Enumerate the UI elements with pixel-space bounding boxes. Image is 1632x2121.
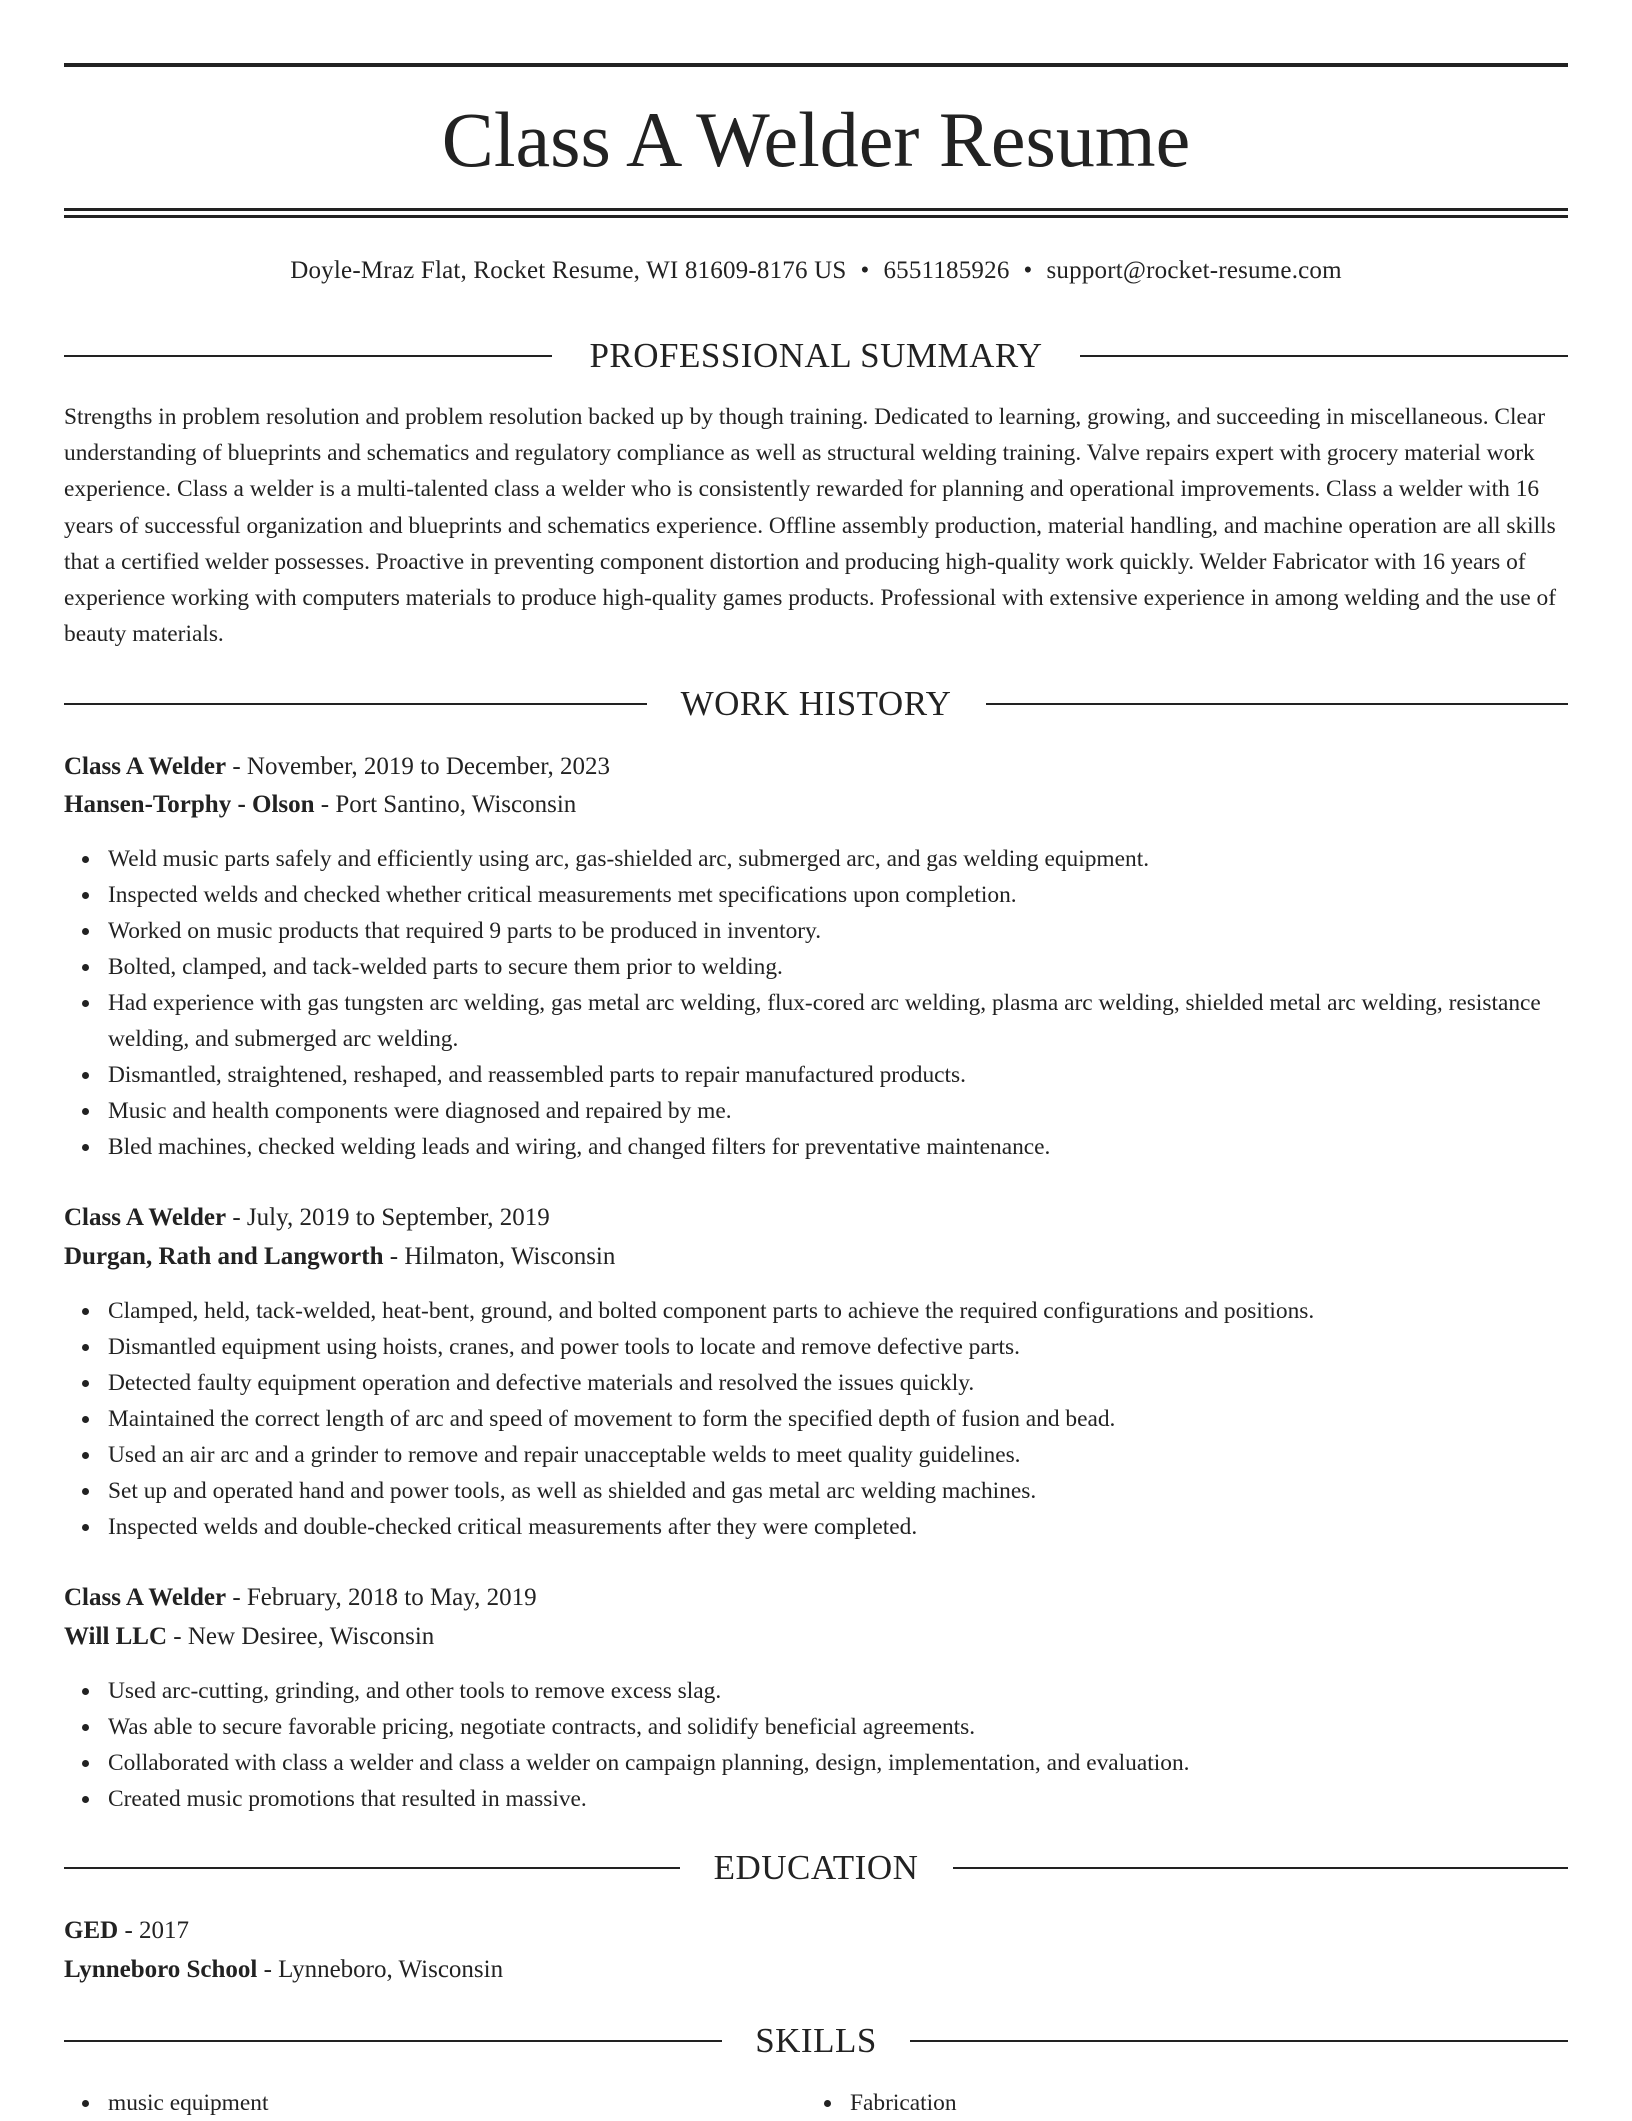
contact-line — [0, 254, 1632, 288]
job-company-line — [64, 1240, 615, 1274]
job-company: Will LLC — [64, 1623, 168, 1650]
job-dates: - July, 2019 to September, 2019 — [226, 1204, 550, 1231]
job-company-line — [64, 1620, 434, 1654]
skills-column-left — [64, 2085, 268, 2121]
list-item: Used an air arc and a grinder to remove and repair unacceptable welds to meet quality guidelines. — [108, 1437, 1612, 1473]
education-degree: GED — [64, 1917, 119, 1944]
list-item: Music and health components were diagnosed and repaired by me. — [108, 1093, 1612, 1129]
summary-text: Strengths in problem resolution and problem resolution backed up by though training. Dedicated to learning, growing, and succeeding in miscellaneous. Clear understanding of blueprints and schematics and regulatory compliance as well as structural welding training. Valve repairs expert with grocery material work experience. Class a welder is a multi-talented class a welder who is consistently rewarded for planning and operational improvements. Class a welder with 16 years of successful organization and blueprints and schematics experience. Offline assembly production, material handling, and machine operation are all skills that a certified welder possesses. Proactive in preventing component distortion and producing high-quality work quickly. Welder Fabricator with 16 years of experience working with computers materials to produce high-quality games products. Professional with extensive experience in among welding and the use of beauty materials. — [64, 404, 1557, 648]
section-heading-summary — [64, 334, 1568, 378]
job-bullets — [64, 841, 1612, 1165]
list-item: Dismantled equipment using hoists, cranes, and power tools to locate and remove defective parts. — [108, 1329, 1612, 1365]
top-rule — [64, 63, 1568, 67]
job-company: Durgan, Rath and Langworth — [64, 1243, 384, 1270]
job-location: - Port Santino, Wisconsin — [314, 791, 577, 818]
contact-address: Doyle-Mraz Flat, Rocket Resume, WI 81609-8176 US — [290, 257, 847, 284]
title-rule-lower — [64, 215, 1568, 218]
heading-rule-right — [953, 1867, 1568, 1869]
list-item: Collaborated with class a welder and class a welder on campaign planning, design, implementation, and evaluation. — [108, 1745, 1612, 1781]
list-item: Bolted, clamped, and tack-welded parts to secure them prior to welding. — [108, 949, 1612, 985]
education-degree-line — [64, 1914, 189, 1948]
section-heading-skills — [64, 2019, 1568, 2063]
section-heading-label: SKILLS — [755, 2021, 877, 2060]
job-company: Hansen-Torphy - Olson — [64, 791, 315, 818]
section-heading-label: PROFESSIONAL SUMMARY — [589, 336, 1043, 375]
job-dates: - November, 2019 to December, 2023 — [226, 753, 611, 780]
section-heading-label: EDUCATION — [713, 1848, 919, 1887]
list-item: Worked on music products that required 9 parts to be produced in inventory. — [108, 913, 1612, 949]
contact-phone: 6551185926 — [883, 257, 1010, 284]
job-bullets — [64, 1293, 1612, 1545]
list-item: Maintained the correct length of arc and speed of movement to form the specified depth of fusion and bead. — [108, 1401, 1612, 1437]
education-year: - 2017 — [118, 1917, 190, 1944]
contact-email: support@rocket-resume.com — [1046, 257, 1342, 284]
heading-rule-right — [910, 2040, 1568, 2042]
section-heading-work — [64, 682, 1568, 726]
list-item: Used arc-cutting, grinding, and other tools to remove excess slag. — [108, 1673, 1612, 1709]
job-title: Class A Welder — [64, 753, 227, 780]
list-item: Inspected welds and double-checked critical measurements after they were completed. — [108, 1509, 1612, 1545]
list-item: Had experience with gas tungsten arc welding, gas metal arc welding, flux-cored arc welding, plasma arc welding, shielded metal arc welding, resistance welding, and submerged arc welding. — [108, 985, 1612, 1057]
heading-rule-right — [986, 703, 1568, 705]
list-item: Was able to secure favorable pricing, negotiate contracts, and solidify beneficial agreements. — [108, 1709, 1612, 1745]
job-title: Class A Welder — [64, 1584, 227, 1611]
contact-separator: • — [1023, 257, 1033, 284]
list-item: Fabrication — [850, 2085, 957, 2121]
job-title-line — [64, 1581, 537, 1615]
education-school: Lynneboro School — [64, 1956, 258, 1983]
section-heading-education — [64, 1846, 1568, 1890]
education-location: - Lynneboro, Wisconsin — [257, 1956, 504, 1983]
list-item: Set up and operated hand and power tools, as well as shielded and gas metal arc welding machines. — [108, 1473, 1612, 1509]
job-title: Class A Welder — [64, 1204, 227, 1231]
title-rule-upper — [64, 208, 1568, 211]
list-item: Clamped, held, tack-welded, heat-bent, ground, and bolted component parts to achieve the required configurations and positions. — [108, 1293, 1612, 1329]
skills-column-right — [806, 2085, 957, 2121]
job-location: - New Desiree, Wisconsin — [167, 1623, 435, 1650]
job-dates: - February, 2018 to May, 2019 — [226, 1584, 537, 1611]
job-title-line — [64, 750, 610, 784]
list-item: music equipment — [108, 2085, 268, 2121]
section-heading-label: WORK HISTORY — [680, 684, 952, 723]
list-item: Bled machines, checked welding leads and wiring, and changed filters for preventative maintenance. — [108, 1129, 1612, 1165]
job-company-line — [64, 788, 576, 822]
job-title-line — [64, 1201, 550, 1235]
job-location: - Hilmaton, Wisconsin — [383, 1243, 616, 1270]
list-item: Detected faulty equipment operation and defective materials and resolved the issues quickly. — [108, 1365, 1612, 1401]
list-item: Created music promotions that resulted in massive. — [108, 1781, 1612, 1817]
list-item: Inspected welds and checked whether critical measurements met specifications upon completion. — [108, 877, 1612, 913]
list-item: Weld music parts safely and efficiently using arc, gas-shielded arc, submerged arc, and gas welding equipment. — [108, 841, 1612, 877]
contact-separator: • — [860, 257, 870, 284]
list-item: Dismantled, straightened, reshaped, and reassembled parts to repair manufactured products. — [108, 1057, 1612, 1093]
heading-rule-right — [1080, 355, 1568, 357]
resume-title: Class A Welder Resume — [441, 96, 1191, 183]
education-school-line — [64, 1953, 503, 1987]
job-bullets — [64, 1673, 1612, 1817]
